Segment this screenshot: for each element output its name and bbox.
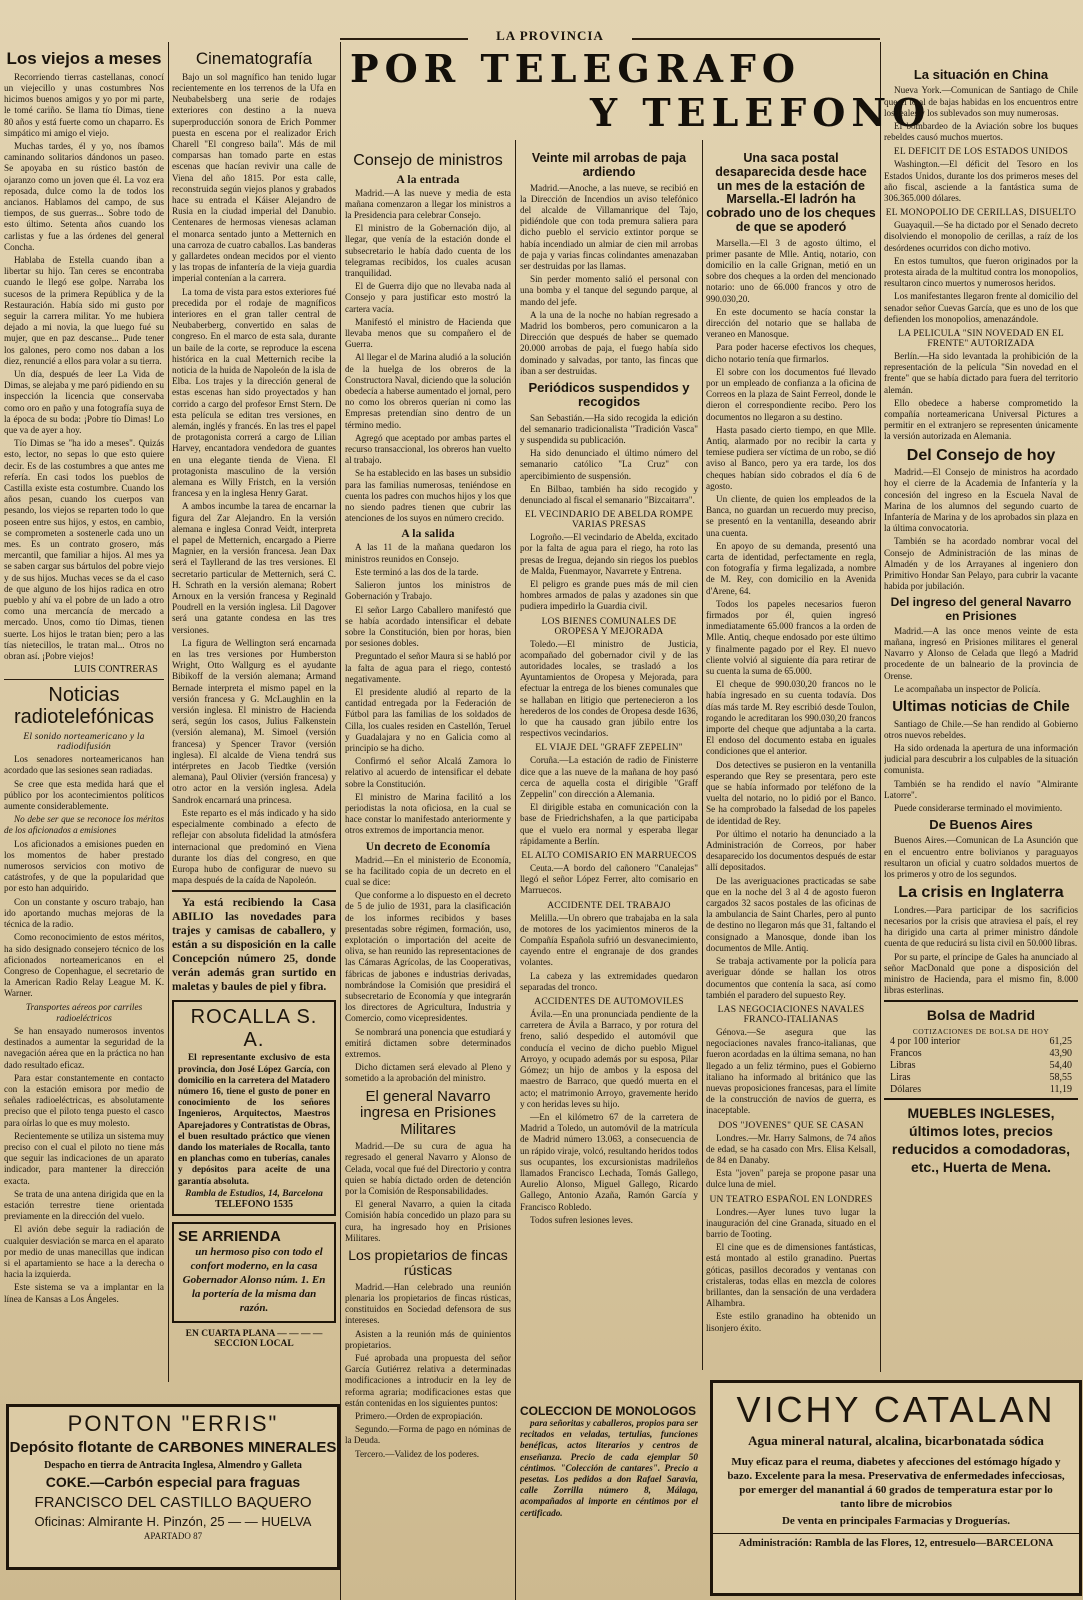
- monologos-ad: [520, 1404, 698, 1594]
- paragraph: El dirigible estaba en comunicación con la base de Friedrichshafen, a la que participaba que el vuelo era normal y esperaba llegar rápidamente a Berlín.: [520, 802, 698, 846]
- paragraph: El cheque de 990.030,20 francos no le había ingresado en su cuenta todavía. Dos días más tarde M. Rey escribió desde Toulon, rogando le acreditaran los 990.030,20 francos importe del cheque que adjuntaba a la carta. El endoso del documento estaba en iguales condiciones que el anterior.: [706, 679, 876, 757]
- row-value: 43,90: [1049, 1047, 1072, 1059]
- paragraph: Melilla.—Un obrero que trabajaba en la sala de motores de los yacimientos mineros de la Compañía Española sufrió un desvanecimiento, cayendo entre el engranaje de dos grandes volantes.: [520, 912, 698, 968]
- paragraph: Tío Dimas se "ha ido a meses". Quizás esto, lector, no sepas lo que esto quiere decir. Es de las costumbres a que antes me refería. En casi todos los pueblos de Castilla existe esta costumbre. Cuando los años pesan, cuando los cuerpos van pesando, los viejos se reparten todo lo que poseen entre sus hijos, y estos, en cambio, se comprometen a sostenerle cada uno un mes. Es un contrato grosero, más mercantil, que familiar a hijos. Al mes ya se saben cargar sus bártulos del pobre viejo y de sus hijos. Muchas veces se da el caso de que alguno de los hijos radica en otro pueblo y ahí va el pobre de un lado a otro como una mercancía de mercado a mercado. Unos, como tío Dimas, tienen suerte. Los hijos le tratan bien; pero a las tías nietecillos, le tratan mal... Otros no obran así. ¡Pobre viejos!: [4, 438, 164, 662]
- article-title: Una saca postal desaparecida desde hace un mes de la estación de Marsella.-El ladrón ha cobrado uno de los cheques de que se apoderó: [706, 151, 876, 234]
- paragraph: Se han ensayado numerosos inventos destinados a aumentar la seguridad de la navegación aérea que en la práctica no han dado resultado eficaz.: [4, 1025, 164, 1070]
- article-title: Cinematografía: [195, 49, 313, 68]
- subheading: Transportes aéreos por carriles radioeléctricos: [25, 1001, 143, 1023]
- paragraph: Por último el notario ha denunciado a la Administración de Correos, por haber desaparecido los documentos después de estar allí depositados.: [706, 828, 876, 873]
- subheading: ACCIDENTES DE AUTOMOVILES: [534, 997, 684, 1008]
- column-1: [4, 44, 164, 1600]
- paragraph: Los manifestantes llegaron frente al domicilio del senador señor Cuevas García, que es uno de los que defienden los monopolios, amenazándole.: [884, 291, 1078, 324]
- row-label: Liras: [890, 1071, 911, 1083]
- article-title: De Buenos Aires: [929, 817, 1033, 833]
- paragraph: Ha sido denunciado el último número del semanario católico "La Cruz" con apercibimiento de suspensión.: [520, 448, 698, 481]
- paragraph: Este estilo granadino ha obtenido un lisonjero éxito.: [706, 1311, 876, 1333]
- paragraph: El cine que es de dimensiones fantásticas, está montado al estilo granadino. Puertas góticas, pasillos decorados y ventanas con cristaleras, todas ellas en mezcla de colores brillantes, dan la sensación de una verdadera Alhambra.: [706, 1242, 876, 1309]
- article-title: La crisis en Inglaterra: [898, 884, 1064, 902]
- vichy-catalan-ad: [710, 1380, 1082, 1596]
- paragraph: Madrid.—Han celebrado una reunión plenaria los propietarios de fincas rústicas, constituidos en Sociedad defensora de sus intereses.: [345, 1281, 511, 1326]
- subheading: EL MONOPOLIO DE CERILLAS, DISUELTO: [885, 208, 1077, 219]
- subheading: A la entrada: [396, 173, 460, 186]
- paragraph: Marsella.—El 3 de agosto último, el primer pasante de Mlle. Antiq, notario, con domicilio en la calle Grignan, metió en un sobre dos cheques a la orden del mencionado notario: uno de 66.000 francos y otro de 990.030,20.: [706, 237, 876, 304]
- paragraph: Tercero.—Validez de los poderes.: [355, 1448, 480, 1459]
- paragraph: Logroño.—El vecindario de Abelda, excitado por la falta de agua para el riego, ha roto las presas de Iregua, dejando sin riegos los pueblos de Malda, Fuenmayor, Navarrete y Entrena.: [520, 532, 698, 576]
- row-label: Dólares: [890, 1083, 922, 1095]
- paragraph: Guayaquil.—Se ha dictado por el Senado decreto disolviendo el monopolio de cerillas, a raíz de los desórdenes ocurridos con dicho motivo.: [884, 220, 1078, 253]
- paragraph: Ávila.—En una pronunciada pendiente de la carretera de Ávila a Barraco, y por rotura del freno, salió despedido el automóvil que conducía el vecino de dicho pueblo Miguel Arroyo, y ocupado además por su esposa, Pilar Gómez; un hijo de ambos y la esposa del maestro de Barraco, que quedó muerta en el acto; el matrimonio Arroyo, gravemente herido y con heridas leves su hijo.: [520, 1009, 698, 1109]
- paragraph: Bajo un sol magnífico han tenido lugar recientemente en los terrenos de la Ufa en Neubabelsberg una serie de rodajes exteriores con destino a la nueva superproducción sonora de Erich Pommer puesta en escena por el realizador Erich Charell "El congreso baila". Más de mil comparsas han tomado parte en estas escenas que hacían revivir una calle de Viena del año 1815. Por esta calle, reconstruida según viejos planos y grabados hace su entrada el Káiser Alejandro de Rusia en la ciudad imperial del Danubio. Centenares de hermosas vienesas aclaman el monarca sentado junto a Metternich en una carroza de cuatro caballos. Las banderas y gallardetes ondean mecidos por el viento y las tropas de infantería de la vieja guardia imperial contenían a la carrera.: [172, 71, 336, 284]
- ad-line: APARTADO 87: [143, 1531, 203, 1541]
- article-title: Periódicos suspendidos y recogidos: [528, 379, 690, 410]
- paragraph: El bombardeo de la Aviación sobre los buques rebeldes causó muchos muertos.: [884, 120, 1078, 143]
- banner-line-2: Y TELEFONO: [590, 90, 932, 135]
- subheading: EL VECINDARIO DE ABELDA ROMPE VARIAS PRESAS: [524, 510, 694, 531]
- paragraph: Este sistema se va a implantar en la línea de Kansas a Los Ángeles.: [4, 1282, 164, 1304]
- paragraph: La toma de vista para estos exteriores fué precedida por el rodaje de magníficos interiores en el gran taller central de Neubaberberg, convertido en salas de congreso. En el marco de esta sala, durante un baile de la corte, se reproduce la escena histórica en la cual Metternich recibe la noticia de la huida de Napoleón de la isla de Elba. Los trajes y la dirección general de estas escenas han sido proyectados y han corrido a cargo del profesor Ernst Stern. De esta película se editan tres versiones, en alemán, inglés y francés. En las tres el papel de protagonista correrá a cargo de Lilian Harvey, encantadora vendedora de guantes en una elegante tienda de Viena. El protagonista masculino de la versión alemana es Willy Fristch, en la versión francesa y en la inglesa Henry Garat.: [172, 286, 336, 499]
- column-6: [884, 64, 1078, 1374]
- row-label: Libras: [890, 1059, 916, 1071]
- paragraph: Al llegar el de Marina aludió a la solución de la huelga de los obreros de la Constructora Naval, diciendo que la solución obedecía a haberse aumentado el jornal, pero no como los obreros querían ni como las Empresas pretendían sino dentro de un término medio.: [345, 352, 511, 430]
- paragraph: Agregó que aceptado por ambas partes el recurso transaccional, los obreros han vuelto al trabajo.: [345, 432, 511, 466]
- section-note: EN CUARTA PLANA — — — — SECCION LOCAL: [185, 1328, 323, 1349]
- row-value: 58,55: [1049, 1071, 1072, 1083]
- ad-line: Despacho en tierra de Antracita Inglesa, Almendro y Galleta: [44, 1460, 302, 1471]
- column-rule: [880, 42, 881, 1372]
- paragraph: Buenos Aires.—Comunican de La Asunción que en el encuentro entre bolivianos y paraguayos resultaron un oficial y cuatro soldados muertos de los primeros y otro de los segundos.: [884, 835, 1078, 880]
- byline: LUIS CONTRERAS: [73, 664, 158, 676]
- divider: [172, 890, 336, 892]
- paragraph: Sin perder momento salió el personal con una bomba y el tanque del segundo parque, al mando del jefe.: [520, 274, 698, 307]
- paragraph: Primero.—Orden de expropiación.: [355, 1410, 483, 1421]
- paragraph: La figura de Wellington será encarnada en las tres versiones por Humberston Wright, Otto Wallgurg es el ayudante Bibikoff de la versión alemana; Armand Bernade interpreta el mismo papel en la versión francesa y G. McLaughlin en la versión inglesa. El ministro de Hacienda será, según los casos, Julius Falkenstein (versión alemana), M. Simoel (versión francesa) y Spencer Travor (versión inglesa). El alcalde de Viena tendrá sus intérpretes en Jacob Tiedtke (versión alemana), Paul Olivier (versión francesa) y otro actor en la versión inglesa. Adela Sandrok encarnará una princesa.: [172, 637, 336, 805]
- row-value: 54,40: [1049, 1059, 1072, 1071]
- article-title: La situación en China: [913, 67, 1049, 82]
- table-row: [884, 1072, 1078, 1084]
- paragraph: Madrid.—A las once menos veinte de esta mañana, ingresó en Prisiones militares el general Navarro y Alonso de Celada que llegó a Madrid procedente de un balneario de la provincia de Orense.: [884, 625, 1078, 681]
- paragraph: El ministro de Marina facilitó a los periodistas la nota oficiosa, en la cual se hace constar lo manifestado anteriormente y otros extremos de importancia menor.: [345, 791, 511, 836]
- ad-body: para señoritas y caballeros, propios para ser recitados en veladas, tertulias, funciones benéficas, actos literarios y centros de enseñanza. Precio de cada ejemplar 50 céntimos. "Colección de cantares". Precio a pesetas. Los pedidos a don Rafael Saravia, calle Zorrilla número 8, Málaga, acompañados al importe en céntimos por el certificado.: [520, 1418, 698, 1518]
- ad-note: De venta en principales Farmacias y Droguerías.: [781, 1515, 1011, 1527]
- row-value: 11,19: [1049, 1083, 1072, 1095]
- paragraph: Manifestó el ministro de Hacienda que llevaba menos que su compañero el de Guerra.: [345, 316, 511, 350]
- paragraph: Para estar constantemente en contacto con la estación emisora por medio de señales radioeléctricas, es absolutamente preciso que el piloto tenga puesto el casco para oírlas lo que es muy molesto.: [4, 1072, 164, 1128]
- row-label: 4 por 100 interior: [890, 1035, 961, 1047]
- paragraph: El avión debe seguir la radiación de cualquier desviación se marca en el aparato por medio de unas manecillas que indican si el apartamiento se hace a la derecha o hacia la izquierda.: [4, 1224, 164, 1280]
- paragraph: Los aficionados a emisiones pueden en los momentos de haber prestado numerosos servicios con motivo de catástrofes, y de que la popularidad que por esto han adquirido.: [4, 838, 164, 894]
- paragraph: Recientemente se utiliza un sistema muy preciso con el cual el piloto no tiene más que seguir las indicaciones de un aparato indicador, para mantener la dirección exacta.: [4, 1130, 164, 1186]
- subheading: EL VIAJE DEL "GRAFF ZEPELIN": [535, 743, 683, 754]
- paragraph: Se cree que esta medida hará que el público por los acontecimientos políticos aumente considerablemente.: [4, 778, 164, 812]
- column-3: [345, 148, 511, 1598]
- paragraph: Génova.—Se asegura que las negociaciones navales franco-italianas, que fueron acordadas en la última semana, no han llegado a un feliz término, pues el Gobierno italiano ha informado al británico que las nuevas proposiciones francesas, para el límite de la construcción de navíos de guerra, es inaceptable.: [706, 1026, 876, 1116]
- article-title: Veinte mil arrobas de paja ardiendo: [531, 151, 687, 179]
- ponton-erris-ad: [6, 1404, 340, 1570]
- subheading: El sonido norteamericano y la radiodifusión: [23, 732, 145, 753]
- paragraph: También se ha rendido el navío "Almirante Latorre".: [884, 778, 1078, 800]
- subheading: ACCIDENTE DEL TRABAJO: [547, 900, 671, 911]
- paragraph: Puede considerarse terminado el movimiento.: [894, 802, 1063, 813]
- bolsa-title: Bolsa de Madrid: [926, 1007, 1036, 1024]
- paragraph: En este documento se hacía constar la dirección del notario que se hallaba de veraneo en Manosque.: [706, 306, 876, 340]
- paragraph: Dos detectives se pusieron en la ventanilla esperando que Rey se presentara, pero este que se había informado por teléfono de la vuelta del notario, no lo pidió por el Banco. Se ha comprobado la falsedad de los papeles de identidad de Rey.: [706, 759, 876, 826]
- article-title: Consejo de ministros: [353, 152, 503, 169]
- ad-title: COLECCION DE MONOLOGOS: [520, 1404, 697, 1418]
- paragraph: Preguntado el señor Maura si se habló por la falta de agua para el riego, contestó negativamente.: [345, 651, 511, 684]
- paragraph: Se trata de una antena dirigida que en la estación terrestre tiene orientada previamente en la dirección del vuelo.: [4, 1188, 164, 1222]
- paragraph: Madrid.—El Consejo de ministros ha acordado hoy el cierre de la Academia de Infantería y la concesión del ingreso en la Escuela Naval de Marina de los alumnos del segundo cuarto de Infantería de Marina y de los aprobados sin plaza en la última convocatoria.: [884, 467, 1078, 534]
- table-row: [884, 1084, 1078, 1096]
- paragraph: Nueva York.—Comunican de Santiago de Chile que el total de bajas habidas en los encuentros entre los leales y los sublevados son muy numerosas.: [884, 85, 1078, 118]
- paragraph: Londres.—Para participar de los sacrificios necesarios por la crisis que atraviesa el país, el rey ha dirigido una carta al primer ministro dándole cuenta de que reducirá su lista civil en 50.000 libras.: [884, 904, 1078, 949]
- article-title: Los propietarios de fincas rústicas: [348, 1246, 508, 1279]
- ad-title: VICHY CATALAN: [736, 1389, 1056, 1430]
- paragraph: —En el kilómetro 67 de la carretera de Madrid a Toledo, un automóvil de la matrícula de Madrid número 13.063, a consecuencia de un rápido viraje, volcó, resultando heridos todos sus ocupantes, los excursionistas madrileños llamados Francisco Lechada, Tomás Gallego, Aurelio Alonso, Miguel Gallego, Ricardo Gallego, Antonio Azaña, Ramón García y Francisco Robledo.: [520, 1111, 698, 1212]
- table-row: [884, 1036, 1078, 1048]
- row-label: Francos: [890, 1047, 922, 1059]
- paragraph: Todos los papeles necesarios fueron firmados por él, quien ingresó inmediatamente 65.000 francos a la orden de Mlle. Antiq, cheque endosado por este último y finalmente pagado por el Rey. El nuevo cliente volvió al siguiente día para retirar de su cuenta la suma de 65.000.: [706, 598, 876, 677]
- ad-address: Rambla de Estudios, 14, Barcelona: [185, 1188, 323, 1199]
- paragraph: Madrid.—En el ministerio de Economía, se ha facilitado copia de un decreto en el cual se dice:: [345, 854, 511, 887]
- paragraph: Hasta pasado cierto tiempo, en que Mlle. Antiq, alarmado por no recibir la carta y temiese pudiera ser víctima de un robo, se dió aviso al Banco, pero ya era tarde, los dos cheques habían sido cobrados el día 6 de agosto.: [706, 424, 876, 491]
- subheading: A la salida: [401, 528, 455, 541]
- paragraph: No debe ser que se reconoce los méritos de los aficionados a emisiones: [4, 814, 164, 836]
- paragraph: Londres.—Ayer lunes tuvo lugar la inauguración del cine Granada, situado en el barrio de Tooting.: [706, 1206, 876, 1239]
- paragraph: Ello obedece a haberse comprometido la compañía norteamericana Universal Pictures a permitir en el extranjero se representen únicamente la versión autorizada en Alemania.: [884, 397, 1078, 442]
- paragraph: Por su parte, el príncipe de Gales ha anunciado al señor MacDonald que pone a disposición del ministro de Hacienda, para el mismo fin, 8.000 libras esterlinas.: [884, 951, 1078, 996]
- paragraph: Washington.—El déficit del Tesoro en los Estados Unidos, durante los dos primeros meses del año fiscal, asciende a la fantástica suma de 306.365.000 dólares.: [884, 159, 1078, 203]
- paragraph: Salieron juntos los ministros de Gobernación y Trabajo.: [345, 580, 511, 602]
- rocalla-ad: [172, 1000, 336, 1215]
- paragraph: San Sebastián.—Ha sido recogida la edición del semanario tradicionalista "Tradición Vasca" y suspendida su publicación.: [520, 412, 698, 445]
- paragraph: La cabeza y las extremidades quedaron separadas del tronco.: [520, 970, 698, 992]
- paragraph: Muchas tardes, él y yo, nos íbamos caminando solitarios dándonos un paseo. Se apoyaba en su rústico bastón de ojaranzo como un joven que él. La voz era reposada, dulce como la de todos los ancianos. Hablamos del campo, de sus tiempos, de sus guerras... Sobre todo de esto último. Setenta años cuando los carlistas y fue a las órdenes del general Concha.: [4, 140, 164, 252]
- ad-line: FRANCISCO DEL CASTILLO BAQUERO: [34, 1494, 312, 1511]
- paragraph: A ambos incumbe la tarea de encarnar la figura del Zar Alejandro. En la versión alemana e inglesa Conrad Veidt, interpreta el papel de Metternich, encargado a Pierre Magnier, en la versión francesa. Jean Dax será el Tayllerand de las tres versiones. El secretario particular de Metternich, será C. H. Schrath en la versión alemana; Robert Arnoux en la versión francesa y Reginald Poudrell en la versión inglesa. Lil Dagover será una gatante condesa en las tres versiones.: [172, 501, 336, 635]
- paragraph: Asisten a la reunión más de quinientos propietarios.: [345, 1328, 511, 1350]
- masthead-rule-right: [632, 38, 880, 40]
- paragraph: También se ha acordado nombrar vocal del Consejo de Administración de las minas de Almadén y de los Arrayanes al ingeniero don Primitivo Hondar San Pelayo, para cubrir la vacante habida por jubilación.: [884, 536, 1078, 592]
- ad-body: un hermoso piso con todo el confort moderno, en la casa Gobernador Alonso núm. 1. En la portería de la misma dan razón.: [182, 1245, 326, 1314]
- arrienda-ad: [172, 1222, 336, 1323]
- paragraph: Ha sido ordenada la apertura de una información judicial para descubrir a los culpables de la situación comunista.: [884, 742, 1078, 776]
- article-title: El general Navarro ingresa en Prisiones Militares: [360, 1087, 496, 1138]
- subheading: EL ALTO COMISARIO EN MARRUECOS: [521, 851, 697, 862]
- subheading: EL DEFICIT DE LOS ESTADOS UNIDOS: [893, 147, 1069, 158]
- paragraph: Para poder hacerse efectivos los cheques, dicho notario tenía que firmarlos.: [706, 342, 876, 364]
- masthead: LA PROVINCIA: [496, 28, 604, 43]
- paragraph: Dicho dictamen será elevado al Pleno y sometido a la aprobación del ministro.: [345, 1062, 511, 1084]
- paragraph: Se trabaja activamente por la policía para averiguar dónde se hallan los otros documentos que contenía la saca, así como también el paradero del supuesto Rey.: [706, 956, 876, 1000]
- ad-phone: TELEFONO 1535: [214, 1198, 294, 1210]
- paragraph: Este reparto es el más indicado y ha sido especialmente combinado a efecto de reflejar con absoluta fidelidad la atmósfera internacional que predominó en Viena durante los días del congreso, en que Europa hubo de configurar de nuevo su mapa después de la caída de Napoleón.: [172, 807, 336, 886]
- paragraph: En Bilbao, también ha sido recogido y denunciado al fiscal el semanario "Bizcaitarra".: [520, 483, 698, 505]
- paragraph: Santiago de Chile.—Se han rendido al Gobierno otros nuevos rebeldes.: [884, 718, 1078, 740]
- column-5: [706, 148, 876, 1373]
- table-row: [884, 1048, 1078, 1060]
- paragraph: Que conforme a lo dispuesto en el decreto de 5 de julio de 1931, para la clasificación de los informes recibidos y bases presentadas sobre régimen, formación, uso, explotación o importación del aceite de oliva, se han reunido las representaciones de las Cámaras Agrícolas, de las Cooperativas, fábricas de jabones e industrias derivadas, nombrándose la Comisión que presidirá el subsecretario de Economía y que integrarán los directores de Agricultura, Industria y Comercio, como vicepresidentes.: [345, 890, 511, 1024]
- paragraph: Berlín.—Ha sido levantada la prohibición de la representación de la película "Sin novedad en el frente" que se había dictado para fuera del territorio alemán.: [884, 350, 1078, 395]
- paragraph: Los senadores norteamericanos han acordado que las sesiones sean radiadas.: [4, 754, 164, 776]
- paragraph: Todos sufren lesiones leves.: [530, 1214, 633, 1225]
- paragraph: A las 11 de la mañana quedaron los ministros reunidos en Consejo.: [345, 542, 511, 564]
- paragraph: Se nombrará una ponencia que estudiará y emitirá dictamen sobre determinados extremos.: [345, 1026, 511, 1060]
- paragraph: En apoyo de su demanda, presentó una carta de identidad, perfectamente en regla, con fotografía y firma legalizada, a nombre de M. Rey, con domicilio en la Avenida d'Arene, 64.: [706, 540, 876, 596]
- bolsa-box: [884, 1000, 1078, 1099]
- ad-title: PONTON "ERRIS": [67, 1411, 279, 1436]
- paragraph: Recorriendo tierras castellanas, conocí un viejecillo y unas costumbres Nos hicimos buenos amigos y yo por mi parte, le tomé cariño. Se llama tío Dimas, tiene 80 años y está fuerte como un chaparro. Es simpático mi amigo el viejo.: [4, 71, 164, 138]
- subheading: LA PELICULA "SIN NOVEDAD EN EL FRENTE" AUTORIZADA: [898, 328, 1064, 349]
- table-row: [884, 1060, 1078, 1072]
- article-title: Los viejos a meses: [6, 49, 162, 68]
- subheading: UN TEATRO ESPAÑOL EN LONDRES: [709, 1194, 873, 1205]
- article-title: Del Consejo de hoy: [906, 446, 1056, 464]
- subheading: Un decreto de Economía: [365, 840, 491, 853]
- paragraph: A la una de la noche no habían regresado a Madrid los bomberos, pero comunicaron a la Dirección que después de haber se quemado 20.000 arrobas de paja, el fuego había sido dominado y salvadas, por tanto, las fincas que iban a ser destruidas.: [520, 309, 698, 376]
- paragraph: Este terminó a las dos de la tarde.: [355, 566, 479, 577]
- paragraph: En estos tumultos, que fueron originados por la protesta airada de la multitud contra los monopolios, resultaron cinco muertos y numerosos heridos.: [884, 255, 1078, 289]
- column-2: [172, 44, 336, 1394]
- column-4: [520, 148, 698, 1398]
- muebles-ad: MUEBLES INGLESES, últimos lotes, precios reducidos a comodadoras, etc., Huerta de Mena.: [891, 1104, 1071, 1175]
- paragraph: El peligro es grande pues más de mil cien hombres armados de palas y azadones sin que pudiera impedirlo la Guardia civil.: [520, 578, 698, 612]
- column-rule: [168, 42, 169, 1382]
- ad-body: Muy eficaz para el reuma, diabetes y afecciones del estómago hígado y bazo. Excelente para la mesa. Preservativa de enfermedades infecciosas, por emerger del manantial á 60 grados de temperatura estar por lo tanto libre de microbios: [727, 1456, 1065, 1510]
- section-title: Noticias radiotelefónicas: [13, 684, 155, 729]
- paragraph: El ministro de la Gobernación dijo, al llegar, que venía de la estación donde el subsecretario le había dado cuenta de los telegramas recibidos, los cuales acusan tranquilidad.: [345, 223, 511, 279]
- paragraph: El presidente aludió al reparto de la cantidad entregada por la Federación de Fútbol para las familias de los soldados de Cilla, los cuales residen en Castellón, Teruel y Guadalajara y no en Galicia como al principio se ha dicho.: [345, 686, 511, 753]
- subheading: DOS "JOVENES" QUE SE CASAN: [718, 1120, 864, 1131]
- paragraph: El señor Largo Caballero manifestó que se había acordado intensificar el debate sobre la Constitución, bien por horas, bien por sesiones dobles.: [345, 604, 511, 649]
- ad-subtitle: Agua mineral natural, alcalina, bicarbonatada sódica: [748, 1433, 1044, 1448]
- paragraph: Ceuta.—A bordo del cañonero "Canalejas" llegó el señor López Ferrer, alto comisario en Marruecos.: [520, 863, 698, 896]
- paragraph: El de Guerra dijo que no llevaba nada al Consejo y para justificar esto mostró la cartera vacía.: [345, 281, 511, 314]
- article-title: Ultimas noticias de Chile: [892, 698, 1070, 715]
- ad-line: Oficinas: Almirante H. Pinzón, 25 — — HUELVA: [34, 1514, 312, 1529]
- ad-line: COKE.—Carbón especial para fraguas: [45, 1474, 301, 1490]
- abilio-notice: Ya está recibiendo la Casa ABILIO las novedades para trajes y camisas de caballero, y están a su disposición en la calle Concepción número 25, donde verán además gran surtido en maletas y baules de piel y fibra.: [172, 897, 336, 994]
- article-title: Del ingreso del general Navarro en Prisiones: [890, 595, 1072, 623]
- column-rule: [340, 42, 341, 1600]
- paragraph: Un cliente, de quien los empleados de la Banca, no guardan un recuerdo muy preciso, se presentó en la ventanilla, deseando abrir una cuenta.: [706, 493, 876, 538]
- paragraph: Le acompañaba un inspector de Policía.: [894, 683, 1041, 694]
- ad-title: ROCALLA S. A.: [190, 1006, 318, 1052]
- bolsa-subtitle: COTIZACIONES DE BOLSA DE HOY: [912, 1026, 1050, 1036]
- ad-address: Administración: Rambla de las Flores, 12, entresuelo—BARCELONA: [713, 1533, 1079, 1549]
- paragraph: El general Navarro, a quien la citada Comisión había concedido un plazo para su cura, ha ingresado hoy en Prisiones Militares.: [345, 1199, 511, 1243]
- paragraph: Se ha establecido en las bases un subsidio para las familias numerosas, teniéndose en cuenta los padres con muchos hijos y los que no siendo padres tienen que cubrir las atenciones de los suyos en número crecido.: [345, 468, 511, 524]
- paragraph: Madrid.—De su cura de agua ha regresado el general Navarro y Alonso de Celada, vocal que fué del Directorio y contra quien se había dictado orden de detención por la Comisión de Responsabilidades.: [345, 1141, 511, 1196]
- paragraph: Fué aprobada una propuesta del señor García Gutiérrez relativa a determinadas modificaciones a introducir en la ley de reforma agraria; modificaciones estas que están contenidas en los siguientes puntos:: [345, 1352, 511, 1408]
- masthead-rule-left: [340, 38, 468, 40]
- row-value: 61,25: [1049, 1035, 1072, 1047]
- ad-line: Depósito flotante de CARBONES MINERALES: [9, 1439, 337, 1456]
- paragraph: Con un constante y oscuro trabajo, han ido aportando muchas mejoras de la técnica de la radio.: [4, 896, 164, 930]
- paragraph: Hablaba de Estella cuando iban a libertar su hijo. Tan ceres se encontraba cuando le llegó ese golpe. Narraba los sucesos de la primera República y de la Restauración. Había sido mi gusto por seguir la carrera militar. Yo me hubiera dejado a mi novia, la que luego fué su mujer, que en paz descanse... Pude tener los galones, pero como nos daban a los diez, renuncié a ellos para volar a su tierra.: [4, 254, 164, 366]
- column-rule: [515, 140, 516, 1600]
- paragraph: Confirmó el señor Alcalá Zamora lo relativo al acuerdo de intensificar el debate sobre la Constitución.: [345, 756, 511, 789]
- column-rule: [702, 140, 703, 1370]
- paragraph: Segundo.—Forma de pago en nóminas de la Deuda.: [345, 1424, 511, 1446]
- paragraph: Esta "joven" pareja se propone pasar una dulce luna de miel.: [706, 1168, 876, 1190]
- paragraph: De las averiguaciones practicadas se sabe que en la noche del 3 al 4 de agosto fueron cargados 32 sacos postales de las oficinas de la ambulancia de Saint Charles, pero al punto de destino no llegaron más que 31, faltando el consignado a Manosque, donde iban los documentos de Mlle. Antiq.: [706, 875, 876, 953]
- paragraph: Coruña.—La estación de radio de Finisterre dice que a las nueve de la mañana de hoy pasó cerca de aquella costa el dirigible "Graff Zeppelin" con dirección a Alemania.: [520, 755, 698, 800]
- banner-line-1: POR TELEGRAFO: [350, 46, 802, 91]
- paragraph: Toledo.—El ministro de Justicia, acompañado del gobernador civil y de las autoridades locales, se trasladó a los Ayuntamientos de Oropesa y Mejorada, para efectuar la entrega de los bienes comunales que se hallaban en litigio que pertenecieron a los herederos de los condes de Oropesa desde 1636, lo que ha causado gran júbilo entre los respectivos vecindarios.: [520, 638, 698, 739]
- paragraph: Madrid.—Anoche, a las nueve, se recibió en la Dirección de Incendios un aviso telefónico del alcalde de Villamanrique del Tajo, pidiéndole que con toda premura saliera para dicho pueblo el servicio extintor porque se había incendiado un almiar de cien mil arrobas de paja y varias fincas colindantes amenazaban ser destruidas por las llamas.: [520, 182, 698, 271]
- paragraph: El sobre con los documentos fué llevado por un empleado de confianza a la oficina de Correos en la plaza de Saint Ferreol, donde le dieron el correspondiente recibo. Pero los documentos no llegaron a su destino.: [706, 366, 876, 422]
- ad-title: SE ARRIENDA: [178, 1227, 281, 1245]
- ad-body: El representante exclusivo de esta provincia, don José López García, con domicilio en la carretera del Matadero número 16, tiene el gusto de poner en conocimiento de los señores Ingenieros, Arquitectos, Maestros Aparejadores y Contratistas de Obras, el buen resultado práctico que vienen dando los materiales de Rocalla, tanto en planchas como en tuberías, canales y depósitos para aceite de una garantía absoluta.: [178, 1052, 330, 1186]
- subheading: LAS NEGOCIACIONES NAVALES FRANCO-ITALIANAS: [717, 1004, 865, 1025]
- subheading: LOS BIENES COMUNALES DE OROPESA Y MEJORADA: [541, 616, 677, 637]
- divider: [4, 679, 164, 680]
- paragraph: Madrid.—A las nueve y media de esta mañana comenzaron a llegar los ministros a la Presidencia para celebrar Consejo.: [345, 187, 511, 220]
- paragraph: Como reconocimiento de estos méritos, ha sido designado consejero técnico de los aficionados norteamericanos en el Congreso de Copenhague, el secretario de la American Radio Relay League M. K. Warner.: [4, 932, 164, 999]
- paragraph: Londres.—Mr. Harry Salmons, de 74 años de edad, se ha casado con Mrs. Elisa Kelsall, de 84 en Danaby.: [706, 1132, 876, 1165]
- paragraph: Un día, después de leer La Vida de Dimas, se alejaba y me paró pidiendo en su inspección la licencia que conservaba como oro en paño y una fotografía suya de la época de su boda: ¡Pobre tío Dimas! Lo que va de ayer a hoy.: [4, 368, 164, 435]
